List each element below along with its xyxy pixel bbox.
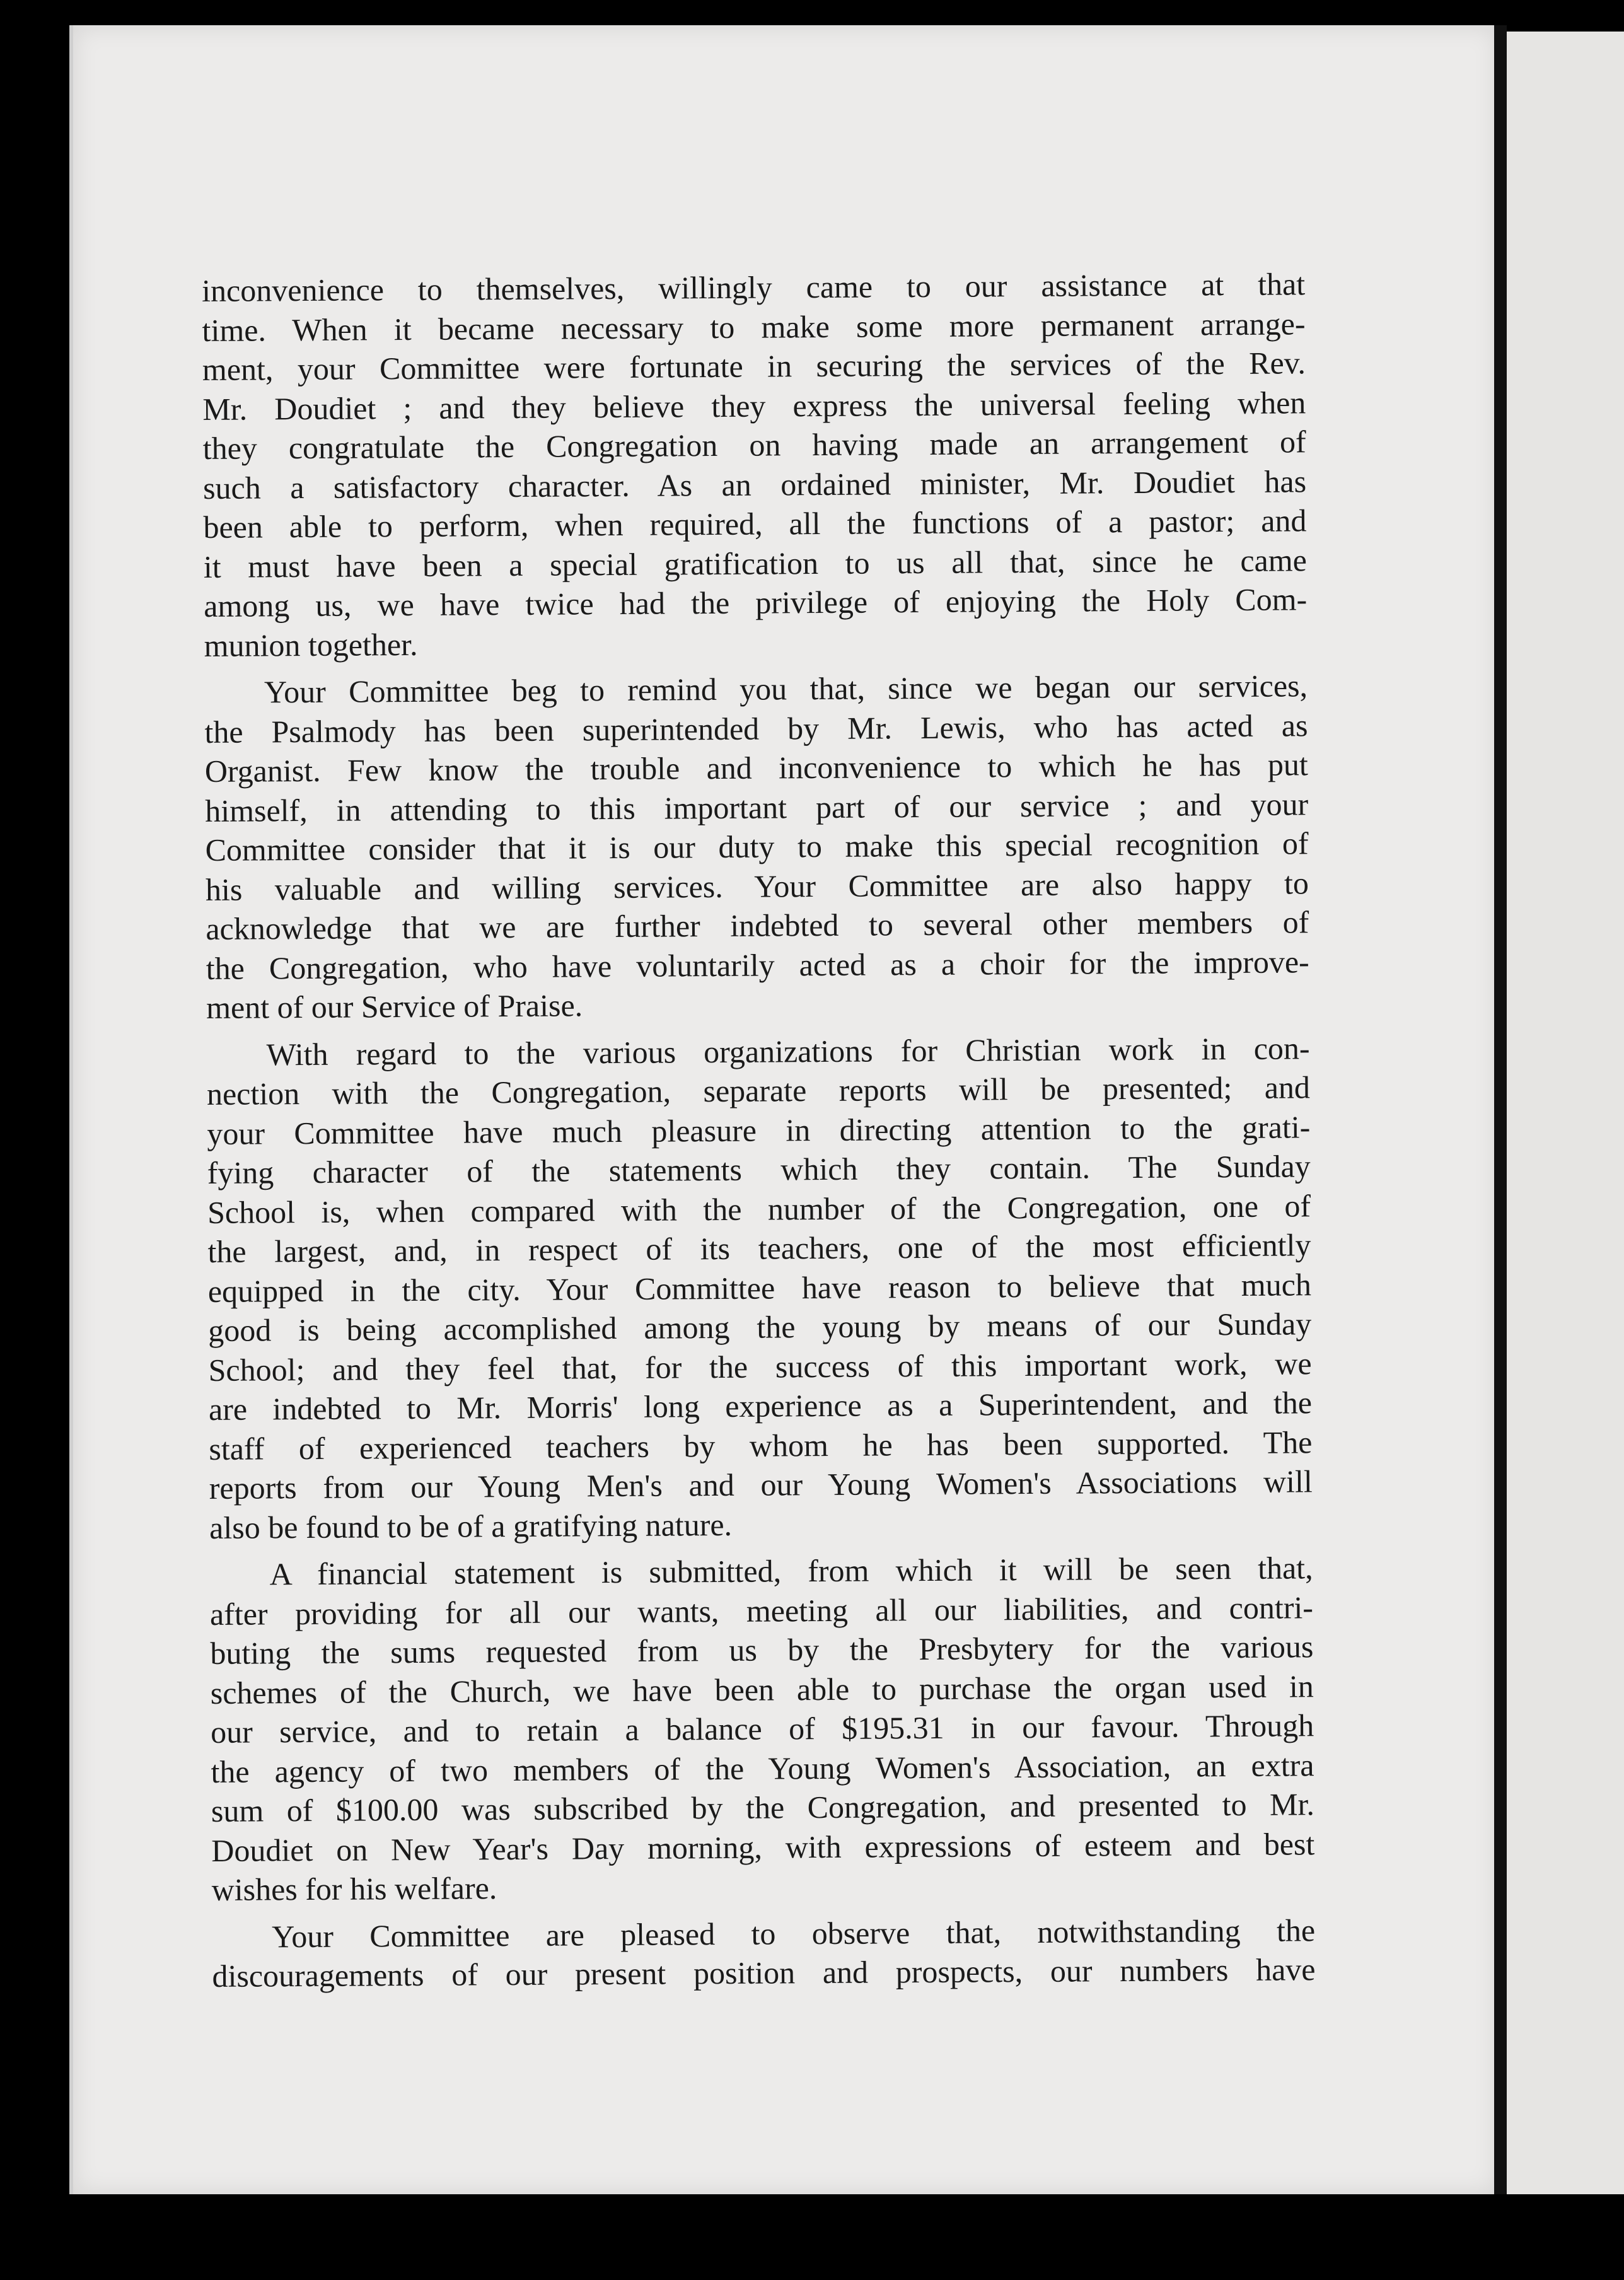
text-line: School is, when compared with the number of the Congregation, one of [207,1187,1311,1230]
text-line: the Psalmody has been superintended by Mr. Lewis, who has acted as [204,707,1308,750]
text-line: our service, and to retain a balance of $195.31 in our favour. Through [210,1707,1314,1750]
text-line: With regard to the various organizations for Christian work in con- [266,1030,1310,1072]
text-line: the Congregation, who have voluntarily acted as a choir for the improve- [206,943,1309,986]
text-line: good is being accomplished among the young by means of our Sunday [208,1306,1312,1348]
text-line: Doudiet on New Year's Day morning, with expressions of esteem and best [211,1825,1315,1868]
text-line: sum of $100.00 was subscribed by the Congregation, and presented to Mr. [211,1786,1315,1829]
text-line: schemes of the Church, we have been able to purchase the organ used in [210,1668,1314,1711]
text-line: the agency of two members of the Young Women's Association, an extra [211,1747,1314,1789]
text-line: after providing for all our wants, meeting all our liabilities, and contri- [209,1589,1314,1632]
text-line: Committee consider that it is our duty to make this special recognition of [205,825,1309,868]
text-line: been able to perform, when required, all the functions of a pastor; and [203,503,1307,545]
text-line: Mr. Doudiet ; and they believe they express the universal feeling when [202,384,1306,427]
text-line: reports from our Young Men's and our Young Women's Associations will [209,1463,1313,1506]
paragraph-2 [204,666,1309,1027]
paragraph-3 [206,1028,1313,1547]
text-line: acknowledge that we are further indebted to several other members of [206,904,1309,946]
text-line: inconvenience to themselves, willingly came to our assistance at that [202,266,1306,308]
paragraph-1 [202,264,1308,665]
text-line: nection with the Congregation, separate reports will be presented; and [206,1069,1311,1112]
page-gutter [1494,25,1507,2194]
text-line: it must have been a special gratification to us all that, since he came [203,542,1308,585]
text-line: staff of experienced teachers by whom he has been supported. The [209,1424,1313,1467]
text-line: such a satisfactory character. As an ordained minister, Mr. Doudiet has [202,463,1307,506]
text-line: buting the sums requested from us by the Presbytery for the various [210,1629,1314,1671]
text-line: A financial statement is submitted, from which it will be seen that, [269,1550,1313,1592]
text-line: his valuable and willing services. Your Committee are also happy to [205,864,1309,907]
facing-page-edge [1507,32,1624,2194]
text-line: wishes for his welfare. [211,1870,497,1907]
text-line: they congratulate the Congregation on having made an arrangement of [202,424,1306,466]
text-line: also be found to be of a gratifying nature. [209,1506,733,1545]
text-line: are indebted to Mr. Morris' long experience as a Superintendent, and the [208,1385,1313,1427]
scan-border [0,2194,1624,2280]
text-line: your Committee have much pleasure in directing attention to the grati- [207,1108,1311,1151]
text-line: munion together. [204,626,418,663]
text-line: time. When it became necessary to make some more permanent arrange- [202,305,1306,348]
body-text [202,264,1316,1996]
text-line: Organist. Few know the trouble and inconvenience to which he has put [204,747,1308,789]
text-line: the largest, and, in respect of its teachers, one of the most efficiently [207,1227,1311,1269]
text-line: equipped in the city. Your Committee have reason to believe that much [207,1266,1312,1309]
text-line: discouragements of our present position and prospects, our numbers have [212,1951,1316,1994]
text-line: among us, we have twice had the privilege of enjoying the Holy Com- [204,581,1308,624]
text-line: School; and they feel that, for the success of this important work, we [208,1345,1312,1388]
text-line: himself, in attending to this important part of our service ; and your [205,786,1309,829]
text-line: ment of our Service of Praise. [206,987,583,1025]
text-line: fying character of the statements which they contain. The Sunday [207,1148,1311,1190]
paragraph-4 [209,1548,1314,1909]
text-line: Your Committee beg to remind you that, since we began our services, [264,668,1308,710]
text-line: Your Committee are pleased to observe that, notwithstanding the [271,1912,1316,1954]
paragraph-5 [212,1911,1316,1996]
text-line: ment, your Committee were fortunate in securing the services of the Rev. [202,345,1306,387]
